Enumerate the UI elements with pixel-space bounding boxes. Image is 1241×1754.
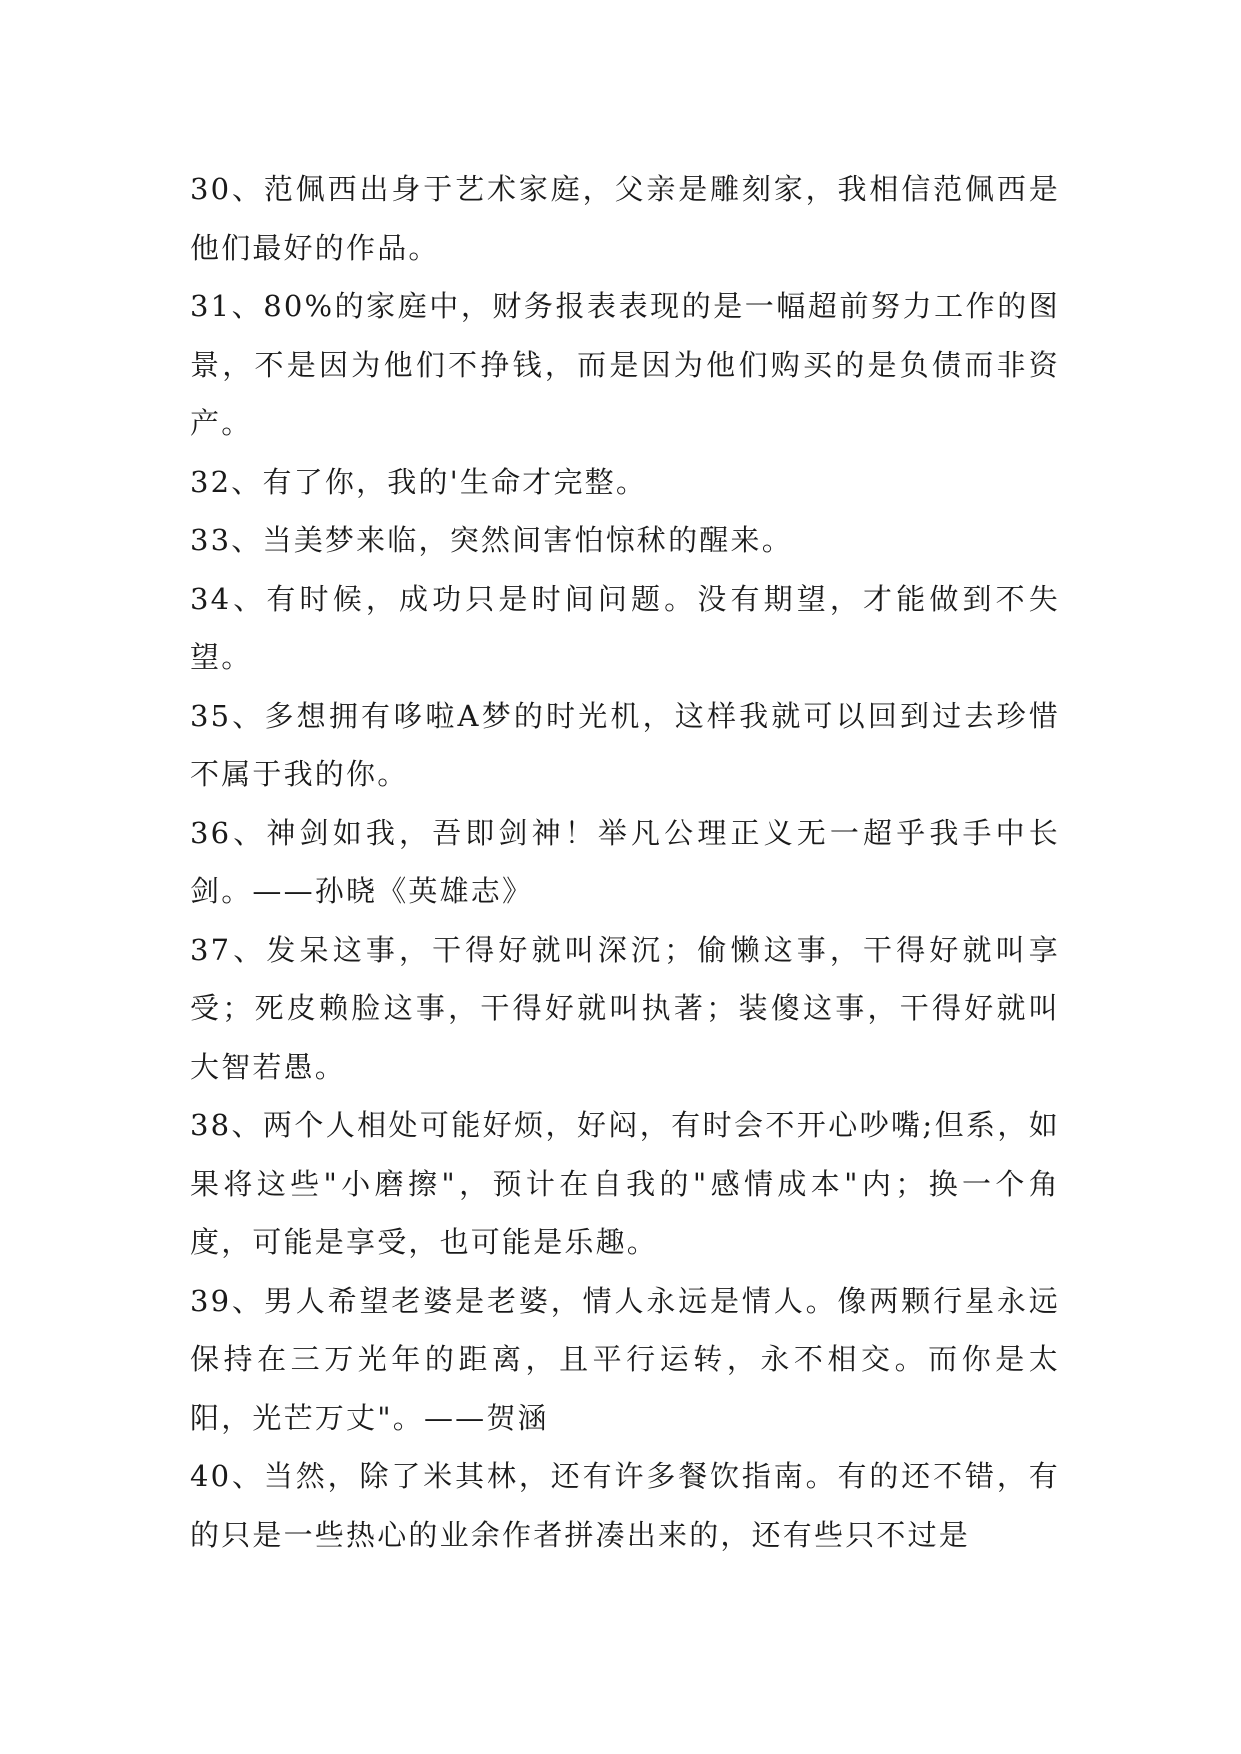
paragraph-38: 38、两个人相处可能好烦，好闷，有时会不开心吵嘴;但系，如果将这些"小磨擦"，预计在自我的"感情成本"内；换一个角度，可能是享受，也可能是乐趣。 — [190, 1108, 1060, 1259]
paragraph-36: 36、神剑如我，吾即剑神！举凡公理正义无一超乎我手中长剑。——孙晓《英雄志》 — [190, 815, 1060, 908]
paragraph-34: 34、有时候，成功只是时间问题。没有期望，才能做到不失望。 — [190, 581, 1060, 674]
paragraph-39: 39、男人希望老婆是老婆，情人永远是情人。像两颗行星永远保持在三万光年的距离，且平行运转，永不相交。而你是太阳，光芒万丈"。——贺涵 — [190, 1283, 1060, 1435]
paragraph-33: 33、当美梦来临，突然间害怕惊秫的醒来。 — [190, 523, 793, 557]
document-body — [190, 160, 1060, 1564]
paragraph-31: 31、80%的家庭中，财务报表表现的是一幅超前努力工作的图景，不是因为他们不挣钱，而是因为他们购买的是负债而非资产。 — [190, 289, 1060, 440]
paragraph-32: 32、有了你，我的'生命才完整。 — [190, 464, 648, 499]
paragraph-30: 30、范佩西出身于艺术家庭，父亲是雕刻家，我相信范佩西是他们最好的作品。 — [190, 172, 1060, 265]
paragraph-35: 35、多想拥有哆啦A梦的时光机，这样我就可以回到过去珍惜不属于我的你。 — [190, 698, 1060, 791]
paragraph-40: 40、当然，除了米其林，还有许多餐饮指南。有的还不错，有的只是一些热心的业余作者拼凑出来的，还有些只不过是 — [190, 1459, 1060, 1552]
paragraph-37: 37、发呆这事，干得好就叫深沉；偷懒这事，干得好就叫享受；死皮赖脸这事，干得好就叫执著；装傻这事，干得好就叫大智若愚。 — [190, 932, 1060, 1084]
